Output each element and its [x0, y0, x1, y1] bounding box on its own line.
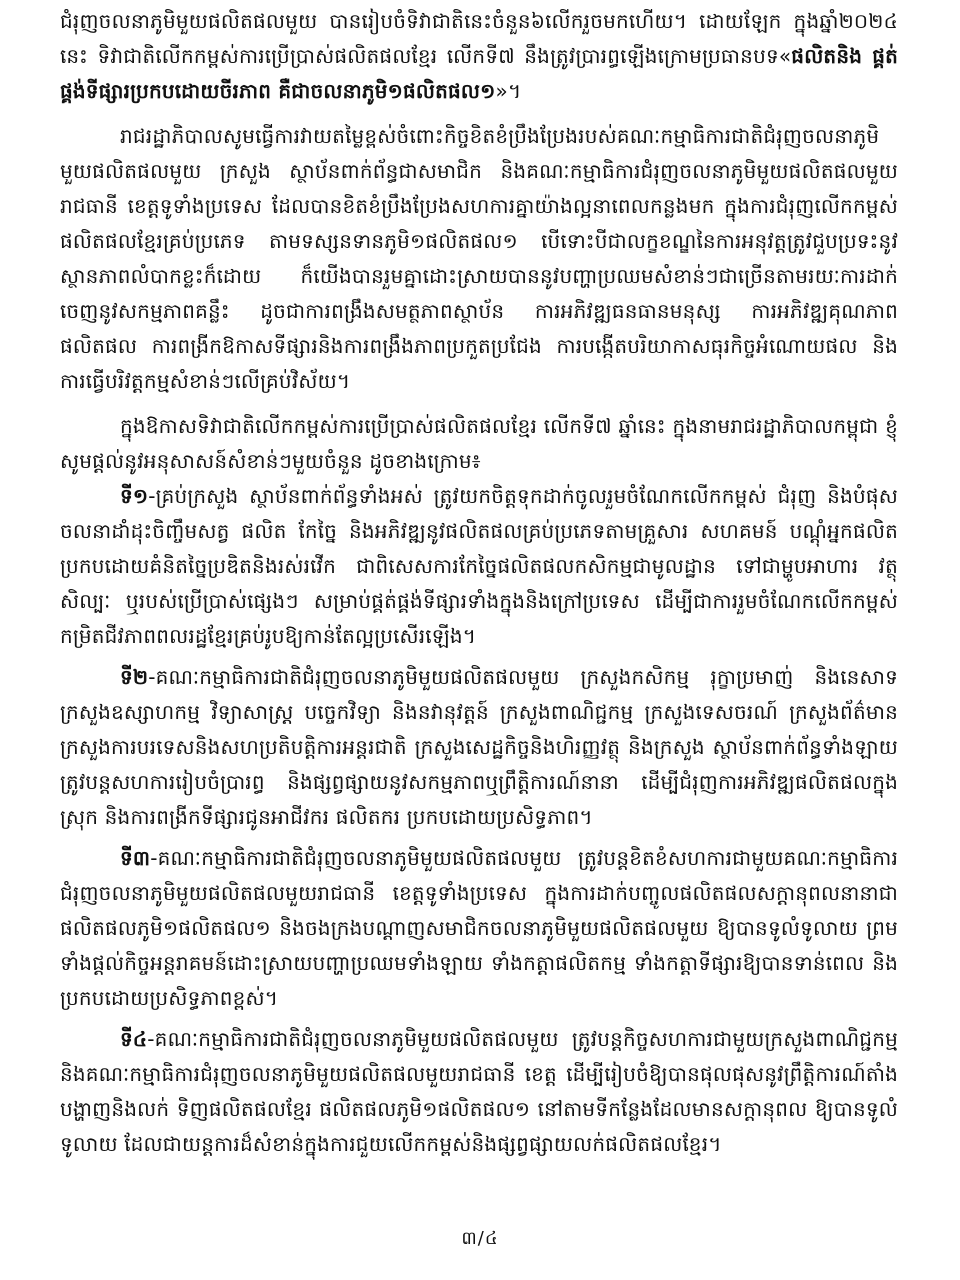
item-label: ទី១	[120, 484, 149, 508]
item-label: ទី៣	[120, 846, 151, 870]
appreciation-paragraph: រាជរដ្ឋាភិបាលសូមធ្វើការវាយតម្លៃខ្ពស់ចំពោះកិច្ចខិតខំប្រឹងប្រែងរបស់គណៈកម្មាធិការជាតិជំរុញចលនាភូមិមួយផលិតផលមួយ ក្រសួង ស្ថាប័នពាក់ព័ន្ធជាសមាជិក និងគណៈកម្មាធិការជំរុញចលនាភូមិមួយផលិតផលមួយរាជធានី ខេត្តទូទាំងប្រទេស ដែលបានខិតខំប្រឹងប្រែងសហការគ្នាយ៉ាងល្អនាពេលកន្លងមក ក្នុងការជំរុញលើកកម្ពស់ផលិតផលខ្មែរគ្រប់ប្រភេទ តាមទស្សនទានភូមិ១ផលិតផល១ បើទោះបីជាលក្ខខណ្ឌនៃការអនុវត្តត្រូវជួបប្រទះនូវស្ថានភាពលំបាកខ្លះក៏ដោយ ក៏យើងបានរួមគ្នាដោះស្រាយបាននូវបញ្ហាប្រឈមសំខាន់ៗជាច្រើនតាមរយៈការដាក់ចេញនូវសកម្មភាពគន្លឹះ ដូចជាការពង្រឹងសមត្ថភាពស្ថាប័ន ការអភិវឌ្ឍធនធានមនុស្ស ការអភិវឌ្ឍគុណភាពផលិតផល ការពង្រីកឱកាសទីផ្សារនិងការពង្រឹងភាពប្រកួតប្រជែង ការបង្កើតបរិយាកាសធុរកិច្ចអំណោយផល និងការធ្វើបរិវត្តកម្មសំខាន់ៗលើគ្រប់វិស័យ។	[60, 124, 898, 393]
recommendation-item	[60, 1022, 898, 1162]
recommendation-item	[60, 841, 898, 1016]
recommendation-item	[60, 479, 898, 654]
item-text: -គណៈកម្មាធិការជាតិជំរុញចលនាភូមិមួយផលិតផលមួយ ត្រូវបន្តខិតខំសហការជាមួយគណៈកម្មាធិការជំរុញចលនាភូមិមួយផលិតផលមួយរាជធានី ខេត្តទូទាំងប្រទេស ក្នុងការដាក់បញ្ចូលផលិតផលសក្តានុពលនានាជាផលិតផលភូមិ១ផលិតផល១ និងចងក្រងបណ្តាញសមាជិកចលនាភូមិមួយផលិតផលមួយ ឱ្យបានទូលំទូលាយ ព្រមទាំងផ្តល់កិច្ចអន្តរាគមន៍ដោះស្រាយបញ្ហាប្រឈមទាំងឡាយ ទាំងកត្តាផលិតកម្ម ទាំងកត្តាទីផ្សារឱ្យបានទាន់ពេល និងប្រកបដោយប្រសិទ្ធភាពខ្ពស់។	[60, 846, 898, 1010]
recommendation-item	[60, 660, 898, 835]
item-text: -គណៈកម្មាធិការជាតិជំរុញចលនាភូមិមួយផលិតផលមួយ ក្រសួងកសិកម្ម រុក្ខាប្រមាញ់ និងនេសាទ ក្រសួងឧស្សាហកម្ម វិទ្យាសាស្ត្រ បច្ចេកវិទ្យា និងនវានុវត្តន៍ ក្រសួងពាណិជ្ជកម្ម ក្រសួងទេសចរណ៍ ក្រសួងព័ត៌មាន ក្រសួងការបរទេសនិងសហប្រតិបត្តិការអន្តរជាតិ ក្រសួងសេដ្ឋកិច្ចនិងហិរញ្ញវត្ថុ និងក្រសួង ស្ថាប័នពាក់ព័ន្ធទាំងឡាយ ត្រូវបន្តសហការរៀបចំប្រារព្ធ និងផ្សព្វផ្សាយនូវសកម្មភាពឬព្រឹត្តិការណ៍នានា ដើម្បីជំរុញការអភិវឌ្ឍផលិតផលក្នុងស្រុក និងការពង្រីកទីផ្សារជូនអាជីវករ ផលិតករ ប្រកបដោយប្រសិទ្ធភាព។	[60, 665, 898, 829]
theme-title: ផលិតនិង ផ្គត់ផ្គង់ទីផ្សារប្រកបដោយចីរភាព គឺជាចលនាភូមិ១ផលិតផល១	[60, 44, 898, 103]
item-text: -គណៈកម្មាធិការជាតិជំរុញចលនាភូមិមួយផលិតផលមួយ ត្រូវបន្តកិច្ចសហការជាមួយក្រសួងពាណិជ្ជកម្ម និងគណៈកម្មាធិការជំរុញចលនាភូមិមួយផលិតផលមួយរាជធានី ខេត្ត ដើម្បីរៀបចំឱ្យបានផុលផុសនូវព្រឹត្តិការណ៍តាំងបង្ហាញនិងលក់ ទិញផលិតផលខ្មែរ ផលិតផលភូមិ១ផលិតផល១ នៅតាមទីកន្លែងដែលមានសក្តានុពល ឱ្យបានទូលំទូលាយ ដែលជាយន្តការដ៏សំខាន់ក្នុងការជួយលើកកម្ពស់និងផ្សព្វផ្សាយលក់ផលិតផលខ្មែរ។	[60, 1027, 898, 1156]
recommendation-intro-paragraph: ក្នុងឱកាសទិវាជាតិលើកកម្ពស់ការប្រើប្រាស់ផលិតផលខ្មែរ លើកទី៧ ឆ្នាំនេះ ក្នុងនាមរាជរដ្ឋាភិបាលកម្ពុជា ខ្ញុំសូមផ្តល់នូវអនុសាសន៍សំខាន់ៗមួយចំនួន ដូចខាងក្រោម៖	[60, 414, 898, 473]
intro-text: ជំរុញចលនាភូមិមួយផលិតផលមួយ បានរៀបចំទិវាជាតិនេះចំនួន៦លើករួចមកហើយ។ ដោយឡែក ក្នុងឆ្នាំ២០២៤ នេះ ទិវាជាតិលើកកម្ពស់ការប្រើប្រាស់ផលិតផលខ្មែរ លើកទី៧ នឹងត្រូវប្រារព្ធឡើងក្រោមប្រធានបទ«	[60, 9, 898, 68]
item-text: -គ្រប់ក្រសួង ស្ថាប័នពាក់ព័ន្ធទាំងអស់ ត្រូវយកចិត្តទុកដាក់ចូលរួមចំណែកលើកកម្ពស់ ជំរុញ និងបំផុសចលនាដាំដុះចិញ្ចឹមសត្វ ផលិត កែច្នៃ និងអភិវឌ្ឍនូវផលិតផលគ្រប់ប្រភេទតាមគ្រួសារ សហគមន៍ បណ្តុំអ្នកផលិតប្រកបដោយគំនិតច្នៃប្រឌិតនិងរស់រវើក ជាពិសេសការកែច្នៃផលិតផលកសិកម្មជាមូលដ្ឋាន ទៅជាម្ហូបអាហារ វត្ថុសិល្បៈ ឬរបស់ប្រើប្រាស់ផ្សេងៗ សម្រាប់ផ្គត់ផ្គង់ទីផ្សារទាំងក្នុងនិងក្រៅប្រទេស ដើម្បីជាការរួមចំណែកលើកកម្ពស់កម្រិតជីវភាពពលរដ្ឋខ្មែរគ្រប់រូបឱ្យកាន់តែល្អប្រសើរឡើង។	[60, 484, 898, 648]
item-label: ទី៤	[120, 1027, 148, 1051]
page-number: ៣/៤	[461, 1228, 499, 1249]
intro-paragraph	[60, 4, 898, 109]
item-label: ទី២	[120, 665, 149, 689]
intro-text-end: »។	[495, 79, 522, 103]
